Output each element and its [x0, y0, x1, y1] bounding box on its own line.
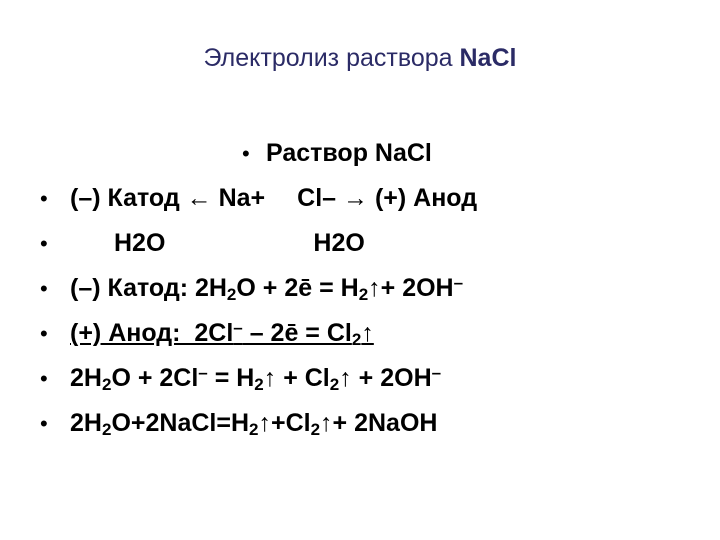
- bullet-dot: •: [40, 231, 48, 256]
- equation-part: ↑ + Cl: [263, 364, 330, 392]
- bullet-dot: •: [242, 141, 250, 166]
- superscript: –: [431, 363, 442, 382]
- bullet-line-anode-reaction: [40, 311, 700, 356]
- equation-part: O + 2ē = H: [236, 274, 359, 302]
- subscript: 2: [101, 420, 112, 439]
- equation-part: (+) Анод: 2Cl: [70, 319, 234, 347]
- bullet-line-solution: [40, 131, 700, 176]
- superscript: –: [198, 363, 208, 382]
- bullet-line-ions: [40, 176, 700, 221]
- subscript: 2: [101, 375, 112, 394]
- subscript: 2: [351, 330, 362, 349]
- line-text: [70, 176, 477, 221]
- equation-text: [70, 266, 463, 311]
- equation-part: 2H: [70, 409, 102, 437]
- equation-part: ↑+Cl: [258, 409, 311, 437]
- equation-part: O+2NaCl=H: [111, 409, 249, 437]
- bullet-dot: •: [40, 186, 48, 211]
- equation-part: ↑+ 2OH: [368, 274, 454, 302]
- equation-part: (–) Катод: 2H: [70, 274, 227, 302]
- title-text: Электролиз раствора: [203, 44, 460, 72]
- line-text: [70, 221, 365, 266]
- bullet-dot: •: [40, 366, 48, 391]
- bullet-line-cathode-reaction: [40, 266, 700, 311]
- bullet-line-water: [40, 221, 700, 266]
- bullet-dot: •: [40, 411, 48, 436]
- bullet-dot: •: [40, 276, 48, 301]
- bullet-dot: •: [40, 321, 48, 346]
- equation-part: ↑ + 2OH: [339, 364, 432, 392]
- anode-side-text: Cl– → (+) Анод: [297, 184, 478, 212]
- cathode-water-text: H2O: [114, 229, 166, 257]
- superscript: –: [233, 318, 243, 337]
- slide-title: [0, 44, 720, 73]
- equation-part: 2H: [70, 364, 102, 392]
- subscript: 2: [226, 285, 237, 304]
- equation-text: [70, 311, 374, 356]
- subscript: 2: [329, 375, 340, 394]
- line-text: Раствор NaCl: [266, 139, 432, 167]
- equation-text: [70, 356, 441, 401]
- title-formula: NaCl: [459, 44, 517, 72]
- equation-part: O + 2Cl: [111, 364, 199, 392]
- cathode-side-text: (–) Катод ← Na+: [70, 184, 266, 212]
- subscript: 2: [254, 375, 264, 394]
- bullet-list: [40, 131, 700, 446]
- anode-water-text: H2O: [313, 229, 365, 257]
- equation-part: = H: [207, 364, 255, 392]
- equation-part: ↑+ 2NaOH: [320, 409, 438, 437]
- equation-part: – 2ē = Cl: [242, 319, 352, 347]
- bullet-line-overall-molecular: [40, 401, 700, 446]
- superscript: –: [453, 273, 464, 292]
- subscript: 2: [358, 285, 369, 304]
- subscript: 2: [310, 420, 321, 439]
- subscript: 2: [249, 420, 259, 439]
- equation-part: ↑: [361, 319, 374, 347]
- bullet-line-overall-ionic: [40, 356, 700, 401]
- equation-text: [70, 401, 437, 446]
